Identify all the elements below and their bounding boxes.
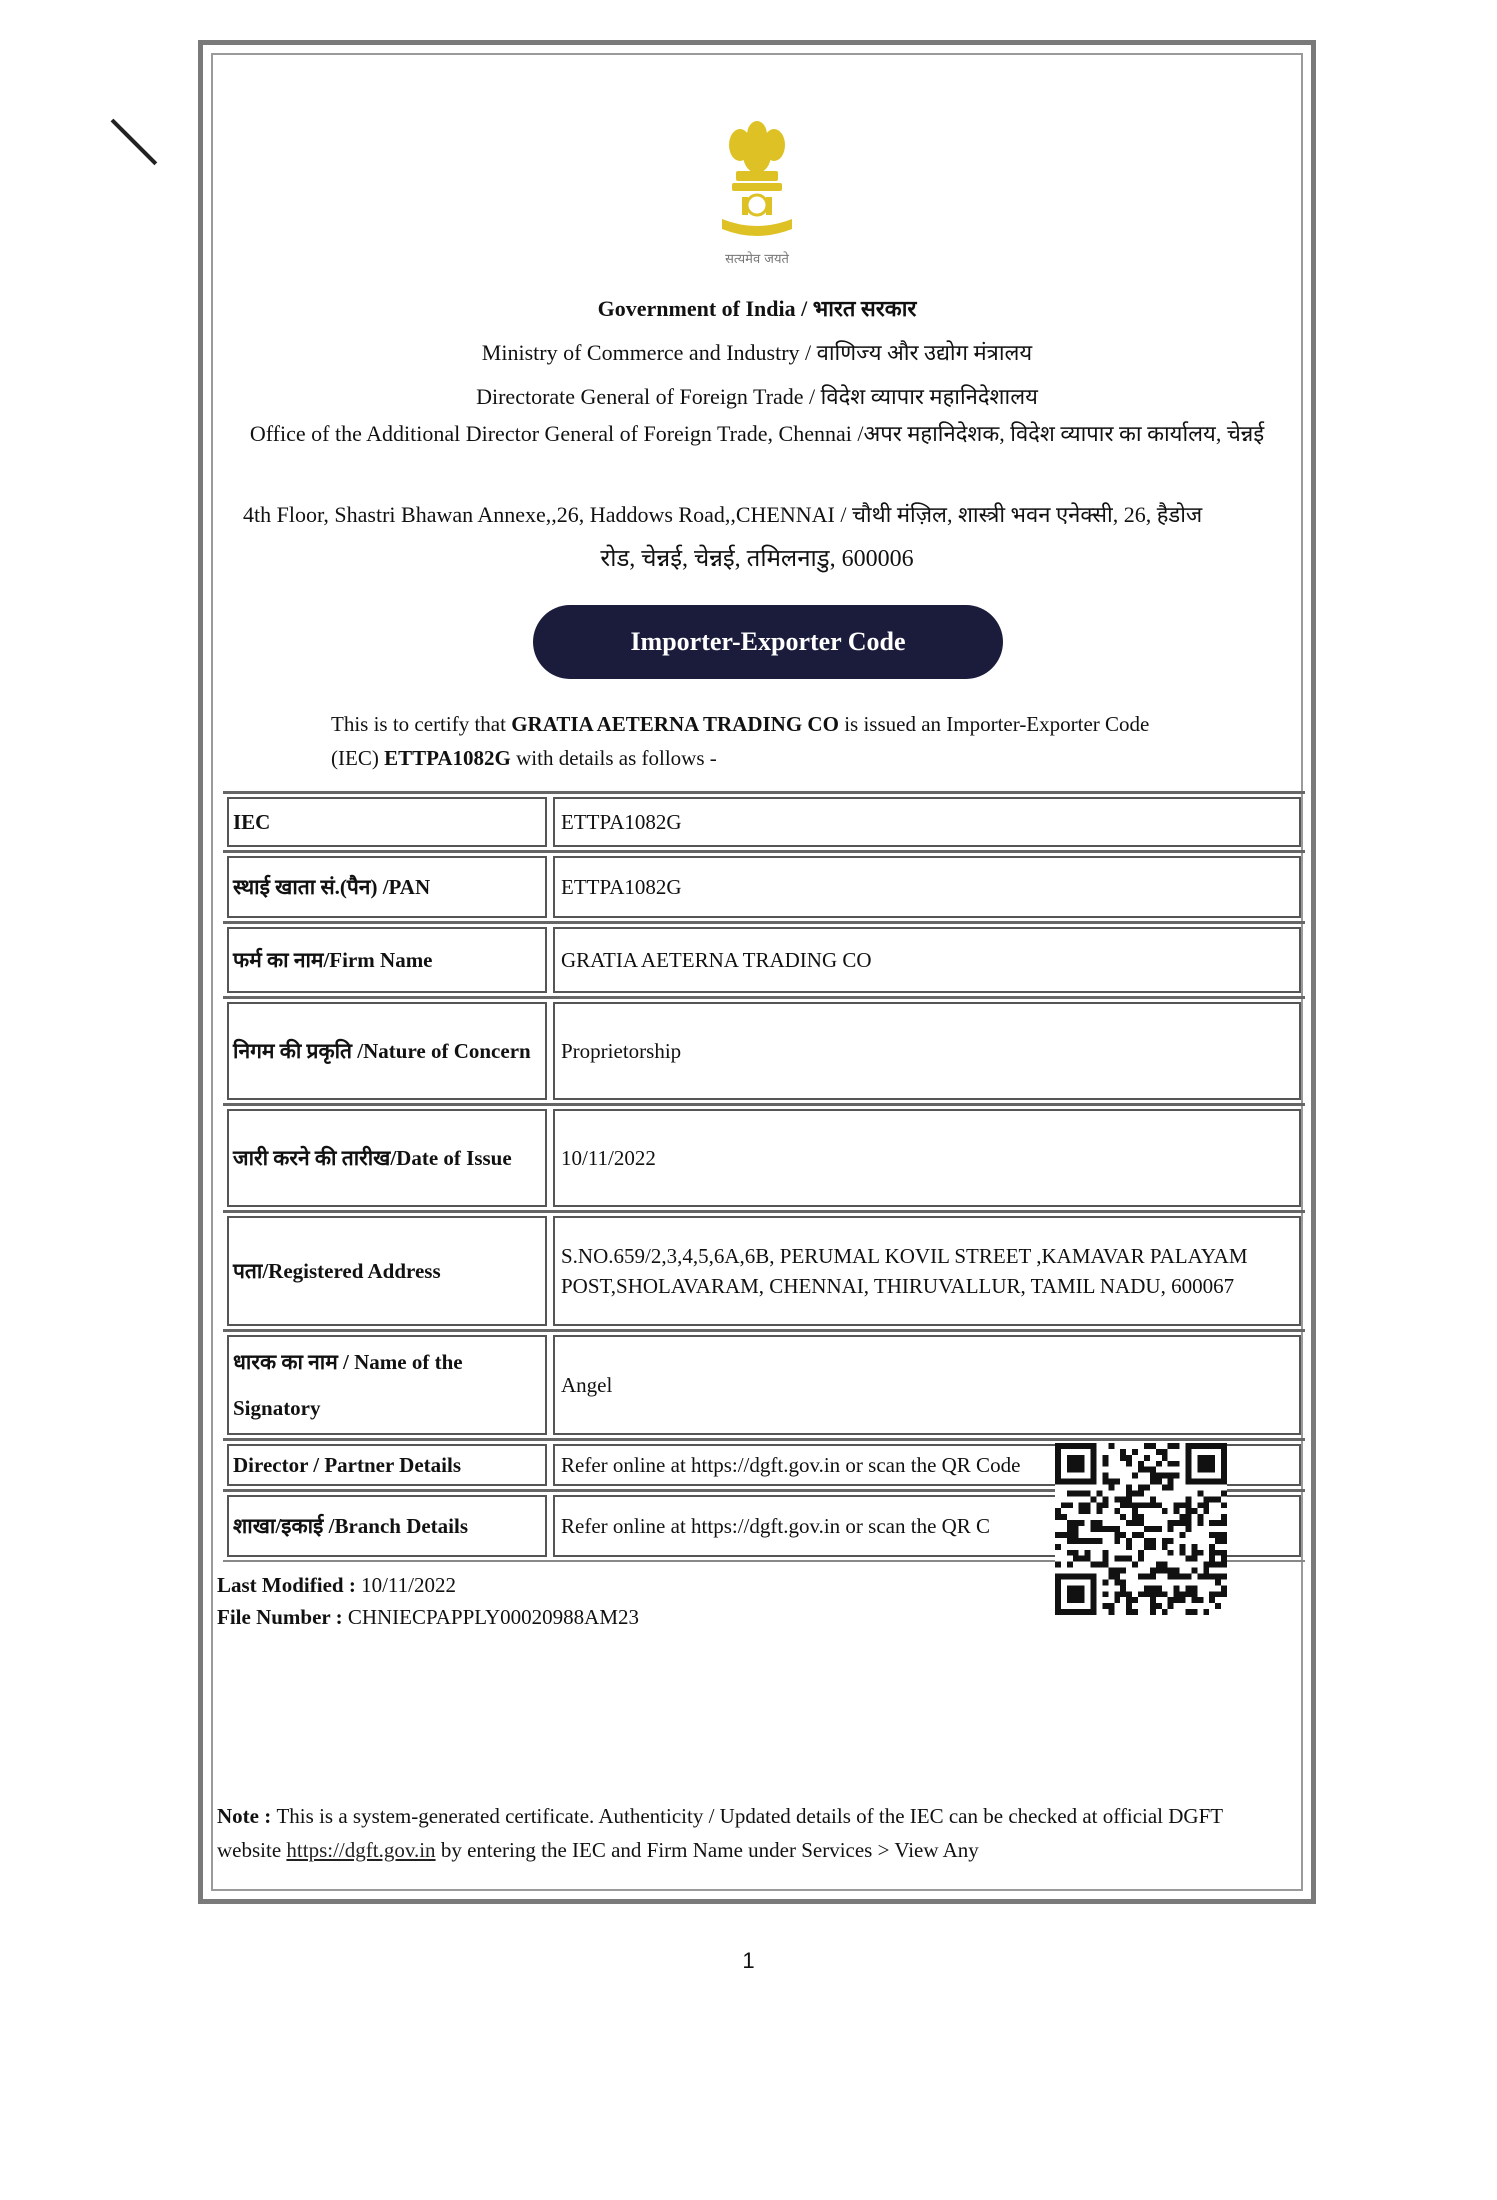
national-emblem-icon	[702, 101, 812, 251]
row-value: GRATIA AETERNA TRADING CO	[553, 927, 1301, 993]
office-line: Office of the Additional Director General of Foreign Trade, Chennai /अपर महानिदेशक, विदेश व्यापार का कार्यालय, चेन्नई	[249, 421, 1265, 446]
row-value: Refer online at https://dgft.gov.in or scan the QR C	[553, 1495, 1301, 1557]
address-line-1: 4th Floor, Shastri Bhawan Annexe,,26, Haddows Road,,CHENNAI / चौथी मंज़िल, शास्त्री भवन एनेक्सी, 26, हैडोज	[243, 502, 1203, 527]
row-value: Angel	[553, 1335, 1301, 1435]
row-label: स्थाई खाता सं.(पैन) /PAN	[227, 856, 547, 918]
stray-pen-mark	[111, 119, 158, 166]
table-row	[223, 794, 1305, 853]
file-number: File Number : CHNIECPAPPLY00020988AM23	[217, 1605, 640, 1629]
table-row	[223, 1106, 1305, 1213]
page-number: 1	[742, 1948, 755, 1973]
dgft-website-link[interactable]: https://dgft.gov.in	[286, 1838, 436, 1862]
row-label: Director / Partner Details	[227, 1444, 547, 1486]
row-value: ETTPA1082G	[553, 797, 1301, 847]
directorate-line: Directorate General of Foreign Trade / विदेश व्यापार महानिदेशालय	[476, 384, 1038, 409]
emblem-motto: सत्यमेव जयते	[725, 252, 789, 267]
row-value: S.NO.659/2,3,4,5,6A,6B, PERUMAL KOVIL STREET ,KAMAVAR PALAYAM POST,SHOLAVARAM, CHENNAI, THIRUVALLUR, TAMIL NADU, 600067	[553, 1216, 1301, 1326]
file-number-value: CHNIECPAPPLY00020988AM23	[347, 1605, 640, 1629]
ministry-line: Ministry of Commerce and Industry / वाणिज्य और उद्योग मंत्रालय	[481, 340, 1033, 365]
note-label: Note :	[217, 1804, 277, 1828]
table-row	[223, 924, 1305, 999]
row-label: पता/Registered Address	[227, 1216, 547, 1326]
row-label: निगम की प्रकृति /Nature of Concern	[227, 1002, 547, 1100]
row-label: धारक का नाम / Name of the Signatory	[227, 1335, 547, 1435]
row-label: फर्म का नाम/Firm Name	[227, 927, 547, 993]
certified-firm-name: GRATIA AETERNA TRADING CO	[511, 712, 839, 736]
certified-iec: ETTPA1082G	[384, 746, 511, 770]
footer-note: Note : This is a system-generated certificate. Authenticity / Updated details of the IEC can be checked at official DGFT website https://dgft.gov.in by entering the IEC and Firm Name under Services > View Any	[217, 1804, 1223, 1862]
table-row	[223, 1332, 1305, 1441]
table-row	[223, 999, 1305, 1106]
government-title: Government of India / भारत सरकार	[597, 296, 917, 321]
certification-statement: This is to certify that GRATIA AETERNA TRADING CO is issued an Importer-Exporter Code (IEC) ETTPA1082G with details as follows -	[331, 712, 1150, 770]
office-address	[223, 493, 1291, 581]
table-row	[223, 853, 1305, 924]
row-label: शाखा/इकाई /Branch Details	[227, 1495, 547, 1557]
row-value: 10/11/2022	[553, 1109, 1301, 1207]
address-line-2: रोड, चेन्नई, चेन्नई, तमिलनाडु, 600006	[600, 546, 914, 572]
last-modified: Last Modified : 10/11/2022	[217, 1573, 456, 1597]
certificate-frame	[198, 40, 1316, 1904]
certificate-title-badge: Importer-Exporter Code	[533, 605, 1003, 679]
last-modified-value: 10/11/2022	[361, 1573, 456, 1597]
row-label: जारी करने की तारीख/Date of Issue	[227, 1109, 547, 1207]
row-label: IEC	[227, 797, 547, 847]
row-value: Proprietorship	[553, 1002, 1301, 1100]
row-value: Refer online at https://dgft.gov.in or scan the QR Code	[553, 1444, 1301, 1486]
table-row	[223, 1213, 1305, 1332]
row-value: ETTPA1082G	[553, 856, 1301, 918]
qr-code-icon	[1055, 1443, 1227, 1615]
